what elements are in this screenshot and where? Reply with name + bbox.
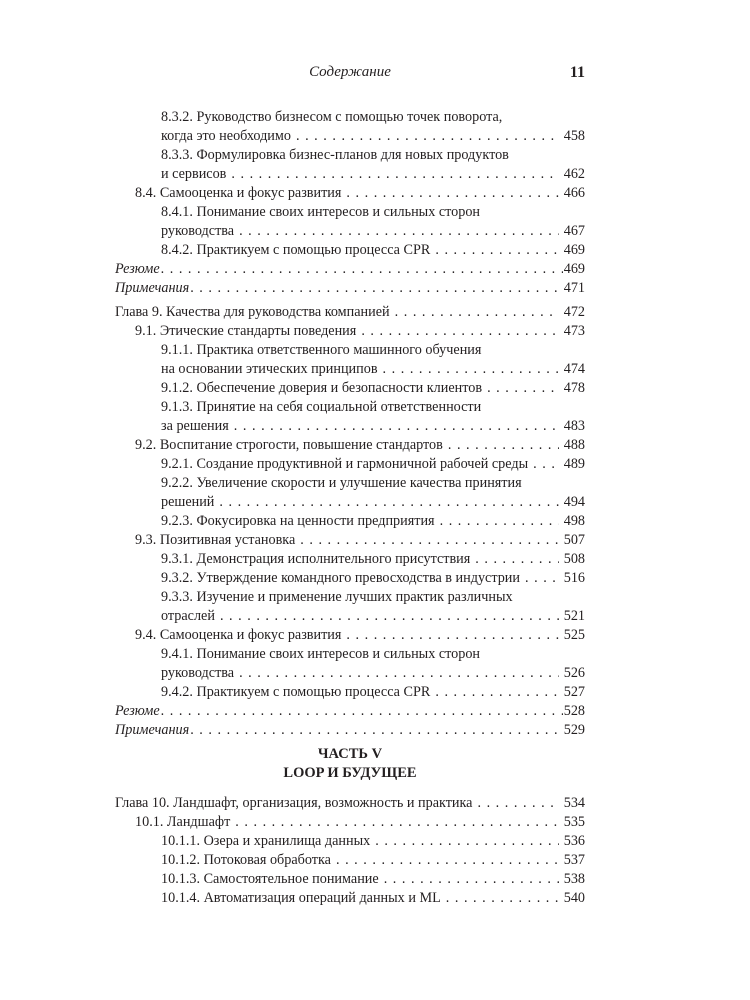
toc-entry[interactable] [115, 417, 585, 436]
toc-block-chapter-8-end [115, 108, 585, 298]
toc-entry-title: 10.1.3. Самостоятельное понимание [161, 871, 379, 887]
dot-leader [448, 436, 559, 455]
toc-page-number: 474 [563, 361, 585, 377]
toc-entry-title: 10.1.1. Озера и хранилища данных [161, 833, 371, 849]
toc-entry[interactable] [115, 322, 585, 341]
toc-entry[interactable] [115, 870, 585, 889]
toc-entry-title: 8.4. Самооценка и фокус развития [135, 185, 342, 201]
toc-page-number: 516 [563, 570, 585, 586]
toc-entry[interactable] [115, 889, 585, 908]
toc-page-number: 458 [563, 128, 585, 144]
toc-page-number: 521 [563, 608, 585, 624]
dot-leader [300, 531, 558, 550]
toc-entry-title: Резюме [115, 261, 160, 277]
toc-entry-title: 10.1.4. Автоматизация операций данных и ML [161, 890, 441, 906]
toc-entry-title: 8.4.2. Практикуем с помощью процесса CPR [161, 242, 431, 258]
toc-page-number: 483 [563, 418, 585, 434]
toc-entry[interactable] [115, 493, 585, 512]
toc-page-number: 507 [563, 532, 585, 548]
toc-entry[interactable] [115, 165, 585, 184]
toc-entry[interactable] [115, 127, 585, 146]
dot-leader [220, 607, 559, 626]
toc-page-number: 498 [563, 513, 585, 529]
toc-entry[interactable] [115, 569, 585, 588]
toc-entry-title-line: 9.3.3. Изучение и применение лучших практик различных [161, 589, 513, 605]
toc-entry-title: и сервисов [161, 166, 227, 182]
dot-leader [336, 851, 559, 870]
toc-entry[interactable] [115, 360, 585, 379]
toc-page-number: 473 [563, 323, 585, 339]
toc-page-number: 466 [563, 185, 585, 201]
toc-entry-title-line: 9.4.1. Понимание своих интересов и сильных сторон [161, 646, 481, 662]
toc-entry[interactable] [115, 664, 585, 683]
toc-entry[interactable] [115, 455, 585, 474]
dot-leader [375, 832, 558, 851]
page-number: 11 [569, 64, 585, 81]
toc-entry-title: руководства [161, 665, 235, 681]
toc-entry-title-line: 9.1.3. Принятие на себя социальной ответственности [161, 399, 482, 415]
dot-leader [346, 626, 558, 645]
dot-leader [239, 222, 559, 241]
toc-entry-title: 9.2.1. Создание продуктивной и гармоничной рабочей среды [161, 456, 529, 472]
dot-leader [161, 702, 563, 721]
part-title: LOOP И БУДУЩЕЕ [283, 765, 417, 781]
toc-entry[interactable] [115, 531, 585, 550]
toc-entry-title: Примечания [115, 722, 190, 738]
part-heading [115, 745, 585, 783]
toc-entry[interactable] [115, 436, 585, 455]
toc-page-number: 508 [563, 551, 585, 567]
toc-entry-title: 9.3.2. Утверждение командного превосходства в индустрии [161, 570, 520, 586]
dot-leader [477, 794, 558, 813]
toc-entry-title: когда это необходимо [161, 128, 291, 144]
dot-leader [161, 260, 563, 279]
toc-entry-title: Примечания [115, 280, 190, 296]
part-label: ЧАСТЬ V [317, 746, 383, 762]
dot-leader [395, 303, 559, 322]
dot-leader [475, 550, 558, 569]
dot-leader [190, 279, 563, 298]
toc-entry-title: 9.3.1. Демонстрация исполнительного присутствия [161, 551, 471, 567]
toc-entry[interactable] [115, 832, 585, 851]
toc-entry-title-line: 9.1.1. Практика ответственного машинного обучения [161, 342, 482, 358]
toc-entry-title: на основании этических принципов [161, 361, 378, 377]
toc-page-number: 527 [563, 684, 585, 700]
toc-entry[interactable] [115, 222, 585, 241]
toc-page-number: 540 [563, 890, 585, 906]
toc-entry[interactable] [115, 241, 585, 260]
toc-page-number: 472 [563, 304, 585, 320]
toc-entry-title-line: 8.4.1. Понимание своих интересов и сильных сторон [161, 204, 481, 220]
toc-page-number: 537 [563, 852, 585, 868]
toc-entry-title-line: 8.3.2. Руководство бизнесом с помощью точек поворота, [161, 109, 503, 125]
toc-entry[interactable] [115, 379, 585, 398]
toc-page-number: 469 [563, 261, 585, 277]
dot-leader [533, 455, 559, 474]
toc-entry[interactable] [115, 607, 585, 626]
dot-leader [525, 569, 559, 588]
toc-entry[interactable] [115, 813, 585, 832]
toc-entry[interactable] [115, 550, 585, 569]
dot-leader [435, 241, 558, 260]
toc-entry-title: 9.1. Этические стандарты поведения [135, 323, 357, 339]
toc-entry[interactable] [115, 512, 585, 531]
toc-entry-title: Глава 9. Качества для руководства компанией [115, 304, 390, 320]
toc-entry-title: за решения [161, 418, 229, 434]
dot-leader [384, 870, 559, 889]
dot-leader [296, 127, 559, 146]
toc-entry-title: 9.2. Воспитание строгости, повышение стандартов [135, 437, 443, 453]
dot-leader [440, 512, 559, 531]
dot-leader [346, 184, 558, 203]
toc-entry-title: решений [161, 494, 215, 510]
dot-leader [383, 360, 559, 379]
toc-block-chapter-9 [115, 303, 585, 740]
toc-entry[interactable] [115, 721, 585, 740]
dot-leader [446, 889, 559, 908]
toc-entry[interactable] [115, 260, 585, 279]
toc-entry-title: 9.4. Самооценка и фокус развития [135, 627, 342, 643]
toc-page-number: 462 [563, 166, 585, 182]
toc-entry[interactable] [115, 303, 585, 322]
toc-page-number: 535 [563, 814, 585, 830]
dot-leader [190, 721, 563, 740]
running-header [115, 64, 585, 86]
toc-entry-title: Резюме [115, 703, 160, 719]
dot-leader [219, 493, 558, 512]
toc-page-number: 526 [563, 665, 585, 681]
toc-entry[interactable] [115, 702, 585, 721]
toc-page-number: 488 [563, 437, 585, 453]
dot-leader [361, 322, 558, 341]
toc-block-chapter-10 [115, 794, 585, 908]
toc-page-number: 529 [563, 722, 585, 738]
toc-entry[interactable] [115, 184, 585, 203]
dot-leader [239, 664, 559, 683]
toc-entry-title: 9.2.3. Фокусировка на ценности предприятия [161, 513, 435, 529]
toc-entry-title: отраслей [161, 608, 215, 624]
toc-page-number: 538 [563, 871, 585, 887]
toc-entry[interactable] [115, 851, 585, 870]
toc-page-number: 525 [563, 627, 585, 643]
running-header-title: Содержание [309, 64, 391, 80]
dot-leader [234, 417, 559, 436]
toc-entry-title: Глава 10. Ландшафт, организация, возможность и практика [115, 795, 473, 811]
toc-page-number: 471 [563, 280, 585, 296]
dot-leader [231, 165, 558, 184]
toc-page-number: 469 [563, 242, 585, 258]
dot-leader [235, 813, 558, 832]
toc-page-number: 534 [563, 795, 585, 811]
toc-entry[interactable] [115, 626, 585, 645]
toc-entry[interactable] [115, 794, 585, 813]
toc-page-number: 478 [563, 380, 585, 396]
toc-entry-title: 10.1. Ландшафт [135, 814, 231, 830]
toc-entry[interactable] [115, 279, 585, 298]
toc-page-number: 467 [563, 223, 585, 239]
toc-entry-title: 9.4.2. Практикуем с помощью процесса CPR [161, 684, 431, 700]
toc-page-number: 489 [563, 456, 585, 472]
toc-page-number: 528 [563, 703, 585, 719]
toc-entry-title: 9.1.2. Обеспечение доверия и безопасности клиентов [161, 380, 483, 396]
toc-entry-title-line: 9.2.2. Увеличение скорости и улучшение качества принятия [161, 475, 522, 491]
toc-entry[interactable] [115, 683, 585, 702]
dot-leader [435, 683, 558, 702]
toc-page-number: 536 [563, 833, 585, 849]
toc-entry-title-line: 8.3.3. Формулировка бизнес-планов для новых продуктов [161, 147, 509, 163]
toc-entry-title: 9.3. Позитивная установка [135, 532, 296, 548]
toc-entry-title: 10.1.2. Потоковая обработка [161, 852, 331, 868]
toc-entry-title: руководства [161, 223, 235, 239]
dot-leader [487, 379, 559, 398]
toc-page-number: 494 [563, 494, 585, 510]
